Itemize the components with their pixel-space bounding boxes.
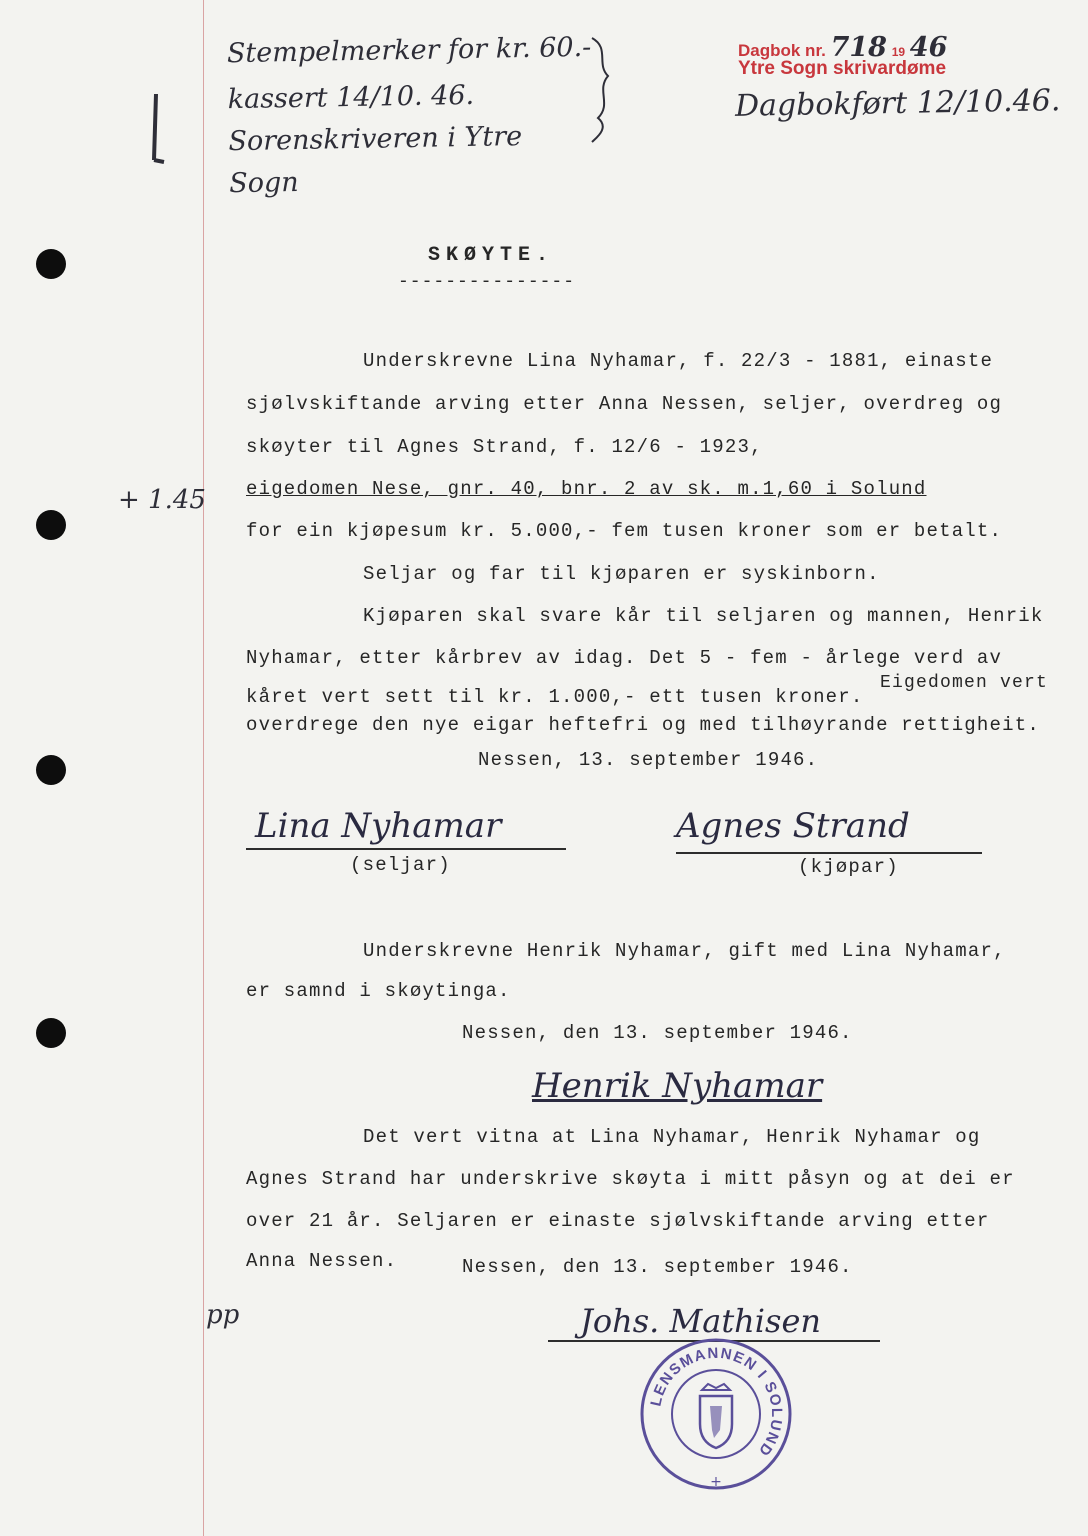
- dagbok-label: Dagbok nr.: [738, 41, 826, 60]
- office-stamp: Ytre Sogn skrivardøme: [738, 58, 947, 79]
- body-line: overdrege den nye eigar heftefri og med tilhøyrande rettigheit.: [246, 714, 1040, 736]
- body-line: kåret vert sett til kr. 1.000,- ett tusen kroner.: [246, 686, 864, 708]
- handwritten-line: Stempelmerker for kr. 60.-: [226, 31, 592, 70]
- title-underline: ---------------: [398, 272, 576, 292]
- seller-role: (seljar): [350, 854, 451, 876]
- witness-line: Anna Nessen.: [246, 1250, 398, 1272]
- witness-line: Det vert vitna at Lina Nyhamar, Henrik Nyhamar og: [363, 1126, 981, 1148]
- crown-icon: [702, 1384, 730, 1390]
- punch-hole: [36, 1018, 66, 1048]
- body-line: for ein kjøpesum kr. 5.000,- fem tusen kroner som er betalt.: [246, 520, 1003, 542]
- body-line: Kjøparen skal svare kår til seljaren og mannen, Henrik: [363, 605, 1044, 627]
- seal-cross-icon: +: [710, 1474, 722, 1490]
- body-line: eigedomen Nese, gnr. 40, bnr. 2 av sk. m.1,60 i Solund: [246, 478, 927, 500]
- consent-line: Underskrevne Henrik Nyhamar, gift med Lina Nyhamar,: [363, 940, 1006, 962]
- dagbok-year-prefix: 19: [891, 45, 906, 59]
- corner-mark: [142, 90, 168, 170]
- body-line: Seljar og far til kjøparen er syskinborn.: [363, 563, 880, 585]
- lensmann-seal: [636, 1334, 796, 1494]
- handwritten-line: kassert 14/10. 46. Sorenskriveren i Ytre Sogn: [227, 79, 523, 200]
- dagbok-number: 718: [830, 32, 887, 63]
- punch-hole: [36, 510, 66, 540]
- witness-line: Agnes Strand har underskrive skøyta i mitt påsyn og at dei er: [246, 1168, 1015, 1190]
- margin-note: + 1.45: [118, 485, 206, 515]
- body-line: sjølvskiftande arving etter Anna Nessen, seljer, overdreg og: [246, 393, 1003, 415]
- svg-text:LENSMANNEN I SOLUND: [648, 1345, 786, 1460]
- consent-line: er samnd i skøytinga.: [246, 980, 511, 1002]
- red-margin-line: [203, 0, 204, 1536]
- consent-signature: Henrik Nyhamar: [532, 1066, 823, 1106]
- witness-line: over 21 år. Seljaren er einaste sjølvskiftande arving etter: [246, 1210, 990, 1232]
- consent-date: Nessen, den 13. september 1946.: [462, 1022, 853, 1044]
- punch-hole: [36, 755, 66, 785]
- signature-line: [676, 852, 982, 854]
- buyer-signature: Agnes Strand: [676, 806, 910, 846]
- place-date-line: Nessen, 13. september 1946.: [478, 749, 819, 771]
- dagbok-year: 46: [909, 32, 948, 63]
- signature-line: [246, 848, 566, 850]
- witness-date: Nessen, den 13. september 1946.: [462, 1256, 853, 1278]
- buyer-role: (kjøpar): [798, 856, 899, 878]
- brace-mark: [588, 34, 616, 144]
- punch-hole: [36, 249, 66, 279]
- body-line: Eigedomen vert: [880, 673, 1049, 693]
- witness-signature: Johs. Mathisen: [580, 1302, 821, 1340]
- seller-signature: Lina Nyhamar: [255, 806, 502, 846]
- body-line: Nyhamar, etter kårbrev av idag. Det 5 - fem - årlege verd av: [246, 647, 1003, 669]
- document-title: SKØYTE.: [428, 244, 555, 267]
- body-line: Underskrevne Lina Nyhamar, f. 22/3 - 1881, einaste: [363, 350, 994, 372]
- handwritten-stamp-note: [226, 23, 593, 205]
- lion-icon: [710, 1406, 722, 1438]
- body-line: skøyter til Agnes Strand, f. 12/6 - 1923,: [246, 436, 763, 458]
- margin-initials: pp: [206, 1300, 240, 1330]
- handwritten-dagbok-date: Dagbokført 12/10.46.: [734, 83, 1061, 124]
- seal-text: LENSMANNEN I SOLUND: [647, 1344, 786, 1460]
